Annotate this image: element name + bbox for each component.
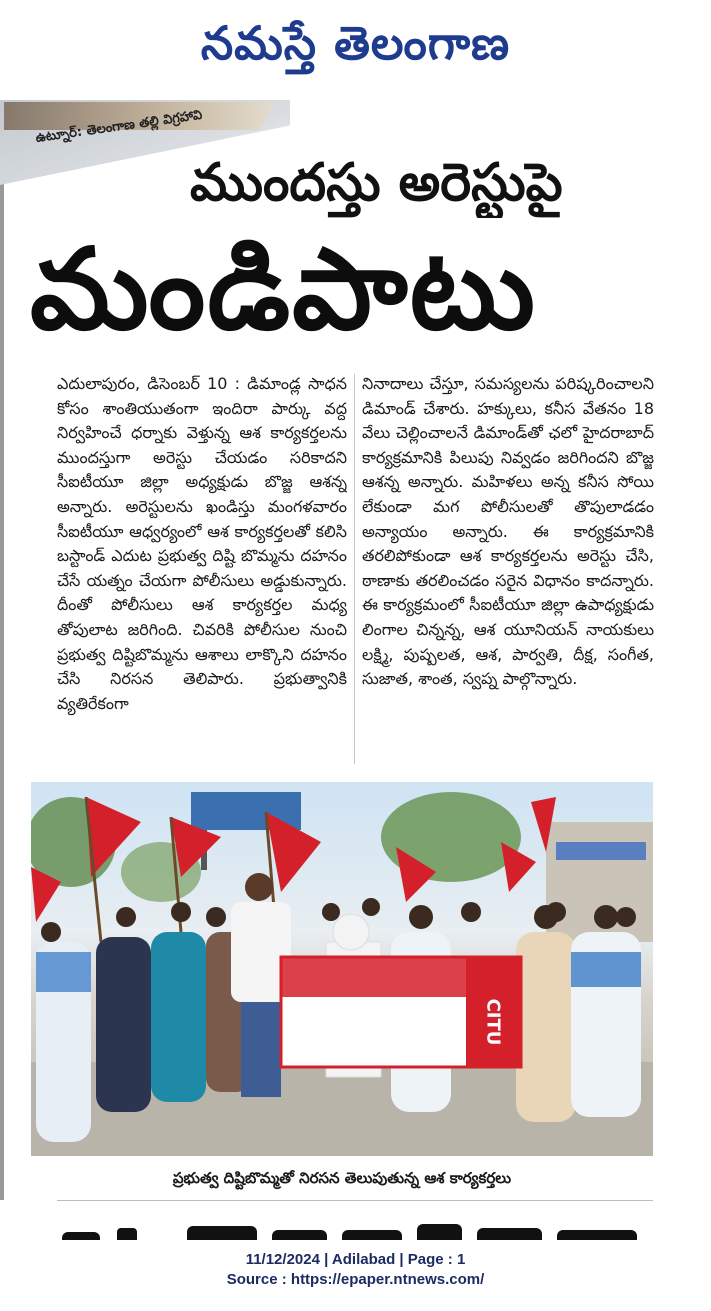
page-left-edge [0,100,4,1200]
footer-source-link[interactable]: Source : https://epaper.ntnews.com/ [226,1271,485,1288]
column-divider [354,374,355,764]
kicker-text: ఉట్నూర్: తెలంగాణ తల్లి విగ్రహావి [34,107,204,146]
article-column-left: ఎదులాపురం, డిసెంబర్ 10 : డిమాండ్ల సాధన కోసం శాంతియుతంగా ఇందిరా పార్కు వద్ద నిర్వహించే ధర్నాకు వెళ్తున్న ఆశ కార్యకర్తలను ముందస్తుగా అరెస్టు చేయడం సరికాదని సీఐటీయూ జిల్లా అధ్యక్షుడు బొజ్జ ఆశన్న అన్నారు. అరెస్టులను ఖండిస్తు మంగళవారం సీఐటీయూ ఆధ్వర్యంలో ఆశ కార్యకర్తలతో కలిసి బస్టాండ్ ఎదుట ప్రభుత్వ దిష్టి బొమ్మను దహనం చేసే యత్నం చేయగా పోలీసులు అడ్డుకున్నారు. దీంతో పోలీసులు ఆశ కార్యకర్తల మధ్య తోపులాట జరిగింది. చివరికి పోలీసుల నుంచి ప్రభుత్వ దిష్టిబొమ్మను ఆశాలు లాక్కొని దహనం చేసి నిరసన తెలిపారు. ప్రభుత్వానికి వ్యతిరేకంగా [57,374,347,713]
protest-photo-illustration [31,782,653,1156]
headline-line-1: ముందస్తు అరెస్టుపై [190,153,563,213]
page-footer [0,1250,711,1290]
next-article-headline-cropped [57,1214,653,1240]
footer-edition-info: 11/12/2024 | Adilabad | Page : 1 [245,1251,466,1268]
protest-photo [31,782,653,1156]
masthead-logo: నమస్తే తెలంగాణ [200,16,511,70]
banner-citu-text: CITU [482,998,504,1046]
cropped-headline-shapes [57,1222,653,1240]
caption-divider [57,1200,653,1201]
photo-caption: ప్రభుత్వ దిష్టిబొమ్మతో నిరసన తెలుపుతున్న ఆశ కార్యకర్తలు [172,1169,512,1187]
headline-line-2: మండిపాటు [30,225,537,355]
article-column-right: నినాదాలు చేస్తూ, సమస్యలను పరిష్కరించాలని డిమాండ్ చేశారు. హక్కులు, కనీస వేతనం 18 వేలు చెల్లించాలనే డిమాండ్‌తో ఛలో హైదరాబాద్ కార్యక్రమానికి పిలుపు నివ్వడం జరిగిందని బొజ్జ ఆశన్న అన్నారు. మహిళలు అన్న కనీస సోయి లేకుండా మగ పోలీసులతో తొపులాడడం అన్యాయం అన్నారు. ఈ కార్యక్రమానికి తరలిపోకుండా ఆశ కార్యకర్తలను అరెస్టు చేసి, ఠాణాకు తరలించడం సరైన విధానం కాదన్నారు. ఈ కార్యక్రమంలో సీఐటీయూ జిల్లా ఉపాధ్యక్షుడు లింగాల చిన్నన్న, ఆశ యూనియన్ నాయకులు లక్ష్మి, పుష్పలత, ఆశ, పార్వతి, దీక్ష, సంగీత, సుజాత, శాంత, స్వప్న పాల్గొన్నారు. [362,374,654,689]
